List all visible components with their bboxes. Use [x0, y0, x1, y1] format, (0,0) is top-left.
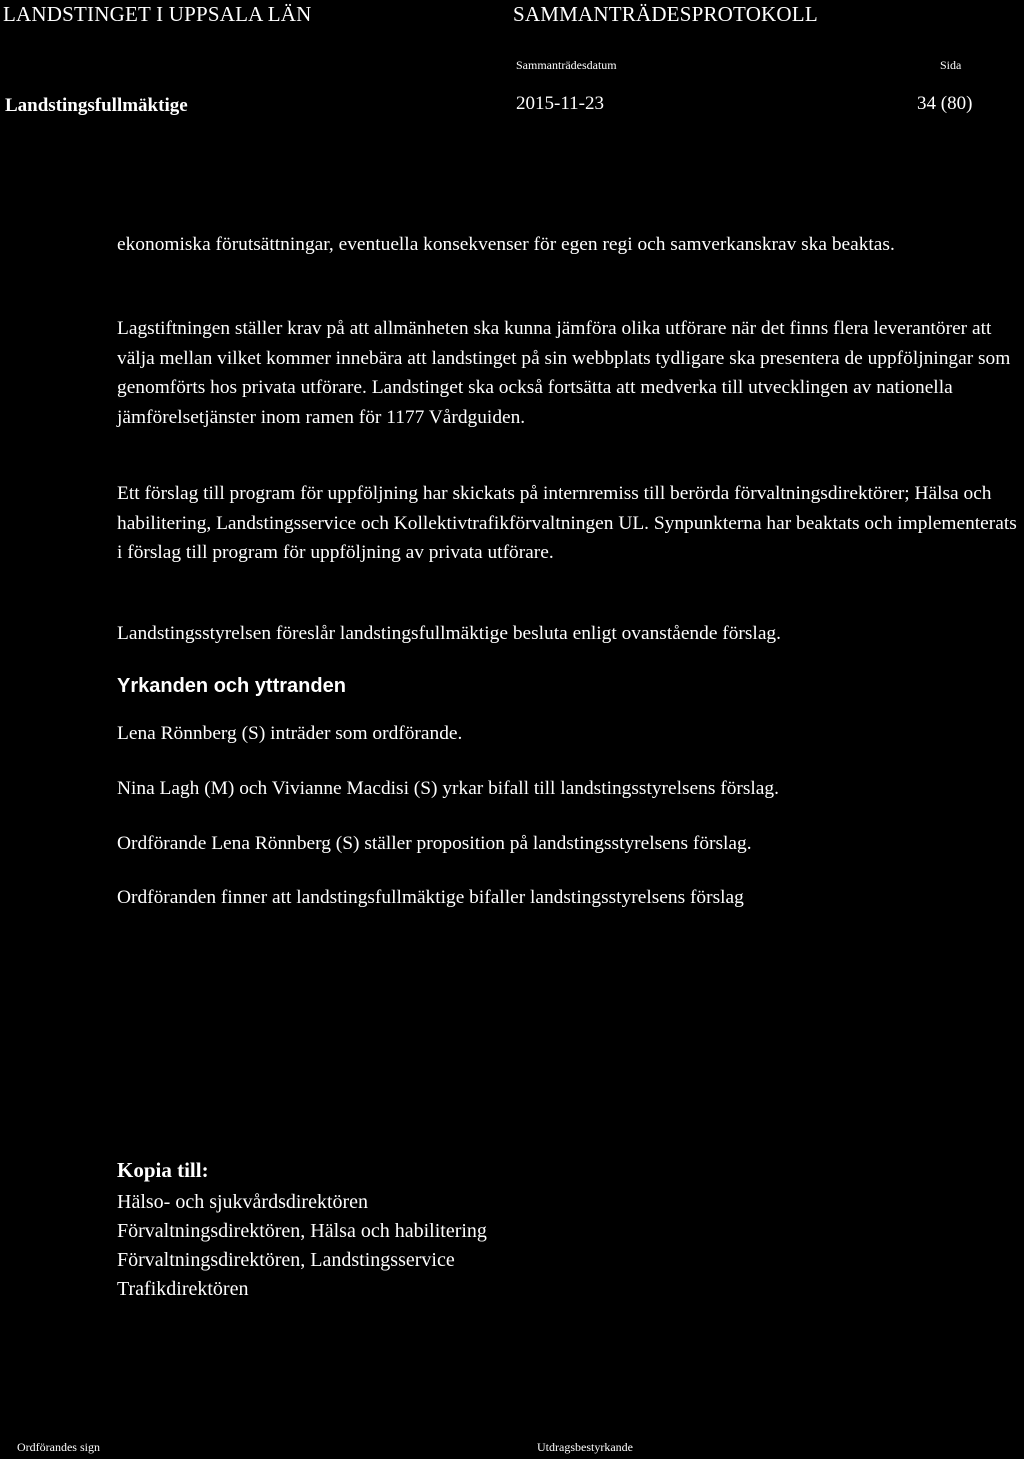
- page-number: 34 (80): [917, 93, 973, 114]
- copy-recipient: Hälso- och sjukvårdsdirektören: [117, 1191, 369, 1213]
- paragraph: Landstingsstyrelsen föreslår landstingsfullmäktige besluta enligt ovanstående förslag.: [117, 623, 781, 644]
- copy-title: Kopia till:: [117, 1158, 209, 1182]
- paragraph: Lagstiftningen ställer krav på att allmänheten ska kunna jämföra olika utförare när det finns flera leverantörer att välja mellan vilket kommer innebära att landstinget på sin webbplats tydligare ska presentera de uppföljningar som genomförts hos privata utförare. Landstinget ska också fortsätta att medverka till utvecklingen av nationella jämförelsetjänster inom ramen för 1177 Vårdguiden.: [117, 318, 1011, 428]
- copy-recipient: Trafikdirektören: [117, 1278, 249, 1300]
- chair-signature-label: Ordförandes sign: [17, 1440, 100, 1454]
- copy-recipient: Förvaltningsdirektören, Landstingsservice: [117, 1249, 455, 1271]
- section-line: Ordförande Lena Rönnberg (S) ställer proposition på landstingsstyrelsens förslag.: [117, 833, 752, 854]
- copy-recipient: Förvaltningsdirektören, Hälsa och habilitering: [117, 1220, 487, 1242]
- section-line: Nina Lagh (M) och Vivianne Macdisi (S) yrkar bifall till landstingsstyrelsens förslag.: [117, 778, 779, 799]
- section-heading: Yrkanden och yttranden: [117, 675, 346, 697]
- section-line: Ordföranden finner att landstingsfullmäktige bifaller landstingsstyrelsens förslag: [117, 887, 744, 908]
- date-label: Sammanträdesdatum: [516, 58, 617, 72]
- section-line: Lena Rönnberg (S) inträder som ordförande.: [117, 723, 463, 744]
- assembly-name: Landstingsfullmäktige: [5, 95, 188, 116]
- meeting-date: 2015-11-23: [516, 93, 604, 114]
- page-label: Sida: [940, 58, 962, 72]
- copy-recipient-list: [117, 1188, 487, 1304]
- paragraph: ekonomiska förutsättningar, eventuella konsekvenser för egen regi och samverkanskrav ska beaktas.: [117, 234, 895, 255]
- document-type: SAMMANTRÄDESPROTOKOLL: [513, 2, 818, 26]
- certification-label: Utdragsbestyrkande: [537, 1440, 633, 1454]
- organization-name: LANDSTINGET I UPPSALA LÄN: [3, 2, 312, 26]
- paragraph: Ett förslag till program för uppföljning har skickats på internremiss till berörda förvaltningsdirektörer; Hälsa och habilitering, Landstingsservice och Kollektivtrafikförvaltningen UL. Synpunkterna har beaktats och implementerats i förslag till program för uppföljning av privata utförare.: [117, 483, 1017, 563]
